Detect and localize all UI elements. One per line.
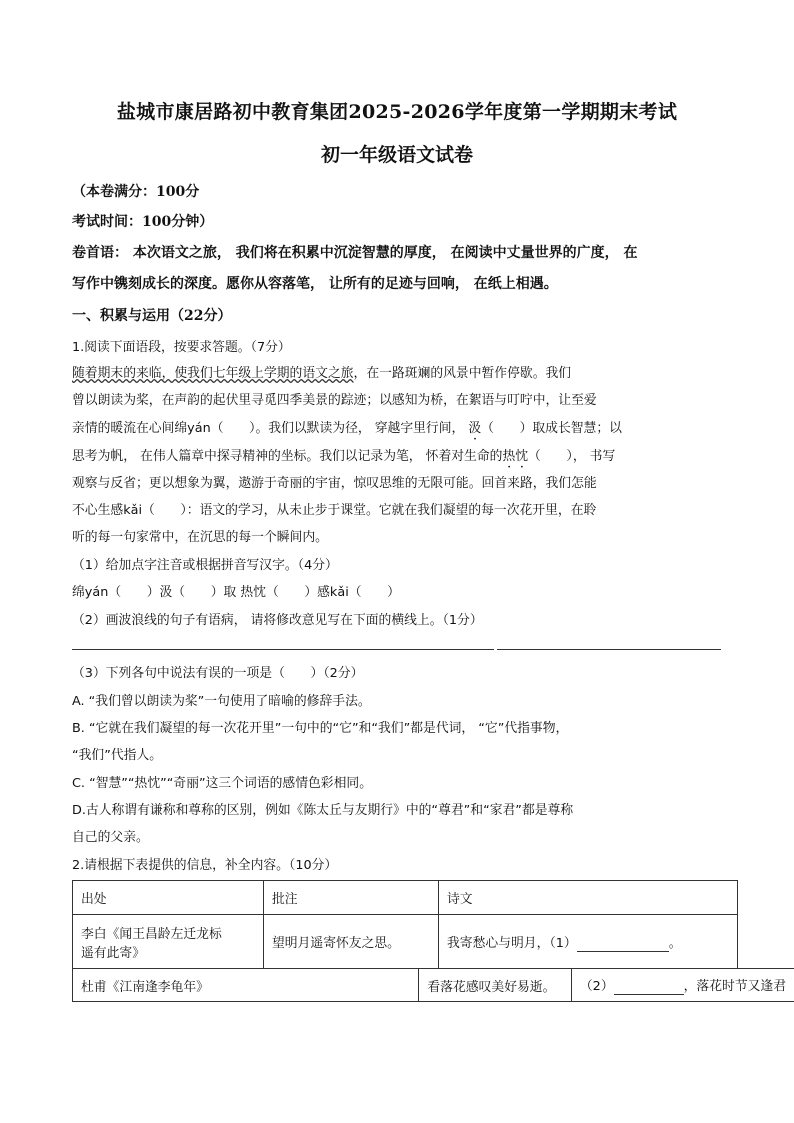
option-d-cont: 自己的父亲。 [72, 830, 149, 845]
sub-question-1-items[interactable]: 绵yán（ ）汲（ ）取 热忱（ ）感kǎi（ ） [72, 585, 400, 600]
section-heading: 一、积累与运用（22分） [72, 308, 232, 324]
passage-text: （ ）， 书写 [528, 449, 616, 464]
preface-line-1: 卷首语： 本次语文之旅， 我们将在积累中沉淀智慧的厚度， 在阅读中丈量世界的广度， 在 [72, 245, 638, 261]
source-line: 遥有此寄》 [81, 945, 145, 961]
option-b-cont: “我们”代指人。 [72, 748, 163, 763]
table-row [73, 969, 794, 1002]
exam-time: 考试时间：100分钟） [72, 214, 214, 230]
poem-text: 我寄愁心与明月，（1） [447, 935, 577, 951]
passage-text: 思考为帆， 在伟人篇章中探寻精神的坐标。我们以记录为笔， 怀着对生命的 [72, 449, 503, 464]
passage-text: 亲情的暖流在心间绵yán（ ）。我们以默读为径， 穿越字里行间， [72, 421, 469, 436]
cell-note: 望明月遥寄怀友之思。 [264, 915, 439, 969]
sub-question-1: （1）给加点字注音或根据拼音写汉字。（4分） [72, 558, 338, 573]
full-score: （本卷满分：100分 [72, 184, 200, 200]
poem-text: ，落花时节又逢君 [683, 979, 786, 994]
info-table [72, 880, 738, 969]
dotted-char: 汲 [468, 421, 482, 436]
answer-blank-1[interactable] [577, 936, 669, 952]
dotted-word: 热忱 [502, 449, 529, 464]
header-source: 出处 [73, 881, 264, 915]
exam-title: 盐城市康居路初中教育集团2025-2026学年度第一学期期末考试 [116, 101, 678, 123]
preface-line-2: 写作中镌刻成长的深度。愿你从容落笔， 让所有的足迹与回响， 在纸上相遇。 [72, 276, 558, 292]
cell-poem [571, 969, 794, 1002]
passage-line-5: 观察与反省；更以想象为翼，遨游于奇丽的宇宙，惊叹思维的无限可能。回首来路，我们怎能 [72, 476, 597, 491]
table-header-row [73, 881, 738, 915]
q1-stem: 1.阅读下面语段，按要求答题。（7分） [72, 340, 291, 355]
sub-question-2: （2）画波浪线的句子有语病， 请将修改意见写在下面的横线上。（1分） [72, 613, 483, 628]
poem-text: （2） [579, 979, 614, 994]
passage-line-2: 曾以朗读为桨，在声韵的起伏里寻觅四季美景的踪迹；以感知为桥，在絮语与叮咛中，让至爱 [72, 393, 597, 408]
answer-line[interactable] [72, 649, 494, 650]
cell-source: 杜甫《江南逢李龟年》 [73, 969, 419, 1002]
header-poem: 诗文 [439, 881, 738, 915]
exam-subtitle: 初一年级语文试卷 [320, 144, 473, 166]
wavy-sentence: 随着期末的来临，使我们七年级上学期的语文之旅 [72, 366, 354, 381]
passage-text: （ ）取成长智慧；以 [481, 421, 622, 436]
table-row [73, 915, 738, 969]
poem-text: 。 [668, 935, 682, 951]
option-d[interactable]: D.古人称谓有谦称和尊称的区别，例如《陈太丘与友期行》中的“尊君”和“家君”都是尊称 [72, 803, 574, 818]
passage-line-3 [72, 417, 622, 443]
option-a[interactable]: A. “我们曾以朗读为桨”一句使用了暗喻的修辞手法。 [72, 694, 371, 709]
passage-line-6: 不心生感kǎi（ ）：语文的学习，从未止步于课堂。它就在我们凝望的每一次花开里，在聆 [72, 503, 597, 518]
header-note: 批注 [264, 881, 439, 915]
option-c[interactable]: C. “智慧”“热忱”“奇丽”这三个词语的感情色彩相同。 [72, 776, 372, 791]
cell-poem [439, 915, 738, 969]
cell-source [73, 915, 264, 969]
q2-stem: 2.请根据下表提供的信息，补全内容。（10分） [72, 858, 338, 873]
option-b[interactable]: B. “它就在我们凝望的每一次花开里”一句中的“它”和“我们”都是代词， “它”代指事物， [72, 721, 569, 736]
passage-text: ，在一路斑斓的风景中暂作停歇。我们 [353, 366, 572, 381]
source-line: 李白《闻王昌龄左迁龙标 [81, 926, 222, 942]
answer-line[interactable] [497, 649, 721, 650]
sub-question-3: （3）下列各句中说法有误的一项是（ ）（2分） [72, 666, 364, 681]
passage-line-1 [72, 362, 571, 381]
info-table-row2 [72, 968, 794, 1002]
passage-line-4 [72, 445, 615, 471]
cell-note: 看落花感叹美好易逝。 [419, 969, 571, 1002]
passage-line-7: 听的每一句家常中，在沉思的每一个瞬间内。 [72, 530, 328, 545]
answer-blank-2[interactable] [614, 979, 684, 995]
